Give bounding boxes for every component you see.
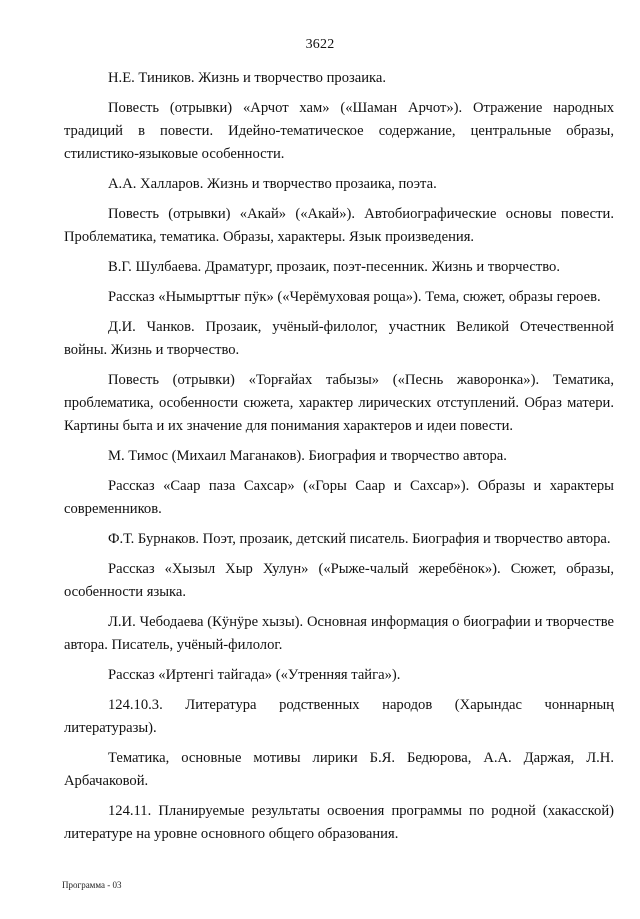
paragraph: Ф.Т. Бурнаков. Поэт, прозаик, детский писатель. Биография и творчество автора.: [108, 531, 611, 547]
footer-note: Программа - 03: [62, 880, 122, 890]
paragraph: Тематика, основные мотивы лирики Б.Я. Бедюрова, А.А. Даржая, Л.Н. Арбачаковой.: [64, 750, 614, 789]
paragraph: М. Тимос (Михаил Маганаков). Биография и творчество автора.: [108, 448, 507, 464]
paragraph: Рассказ «Иртенгі тайгада» («Утренняя тайга»).: [108, 667, 401, 683]
paragraph: А.А. Халларов. Жизнь и творчество прозаика, поэта.: [108, 176, 437, 192]
paragraph: Рассказ «Хызыл Хыр Хулун» («Рыже-чалый жеребёнок»). Сюжет, образы, особенности языка.: [64, 561, 614, 600]
paragraph: Повесть (отрывки) «Арчот хам» («Шаман Арчот»). Отражение народных традиций в повести. Идейно-тематическое содержание, центральные образы, стилистико-языковые особенности.: [64, 100, 614, 162]
paragraph: Повесть (отрывки) «Торғайах табызы» («Песнь жаворонка»). Тематика, проблематика, особенности сюжета, характер лирических отступлений. Образ матери. Картины быта и их значение для понимания характеров и идеи повести.: [64, 372, 614, 434]
page-body: [64, 67, 614, 853]
paragraph: Д.И. Чанков. Прозаик, учёный-филолог, участник Великой Отечественной войны. Жизнь и творчество.: [64, 319, 614, 358]
paragraph: 124.10.3. Литература родственных народов (Харындас чоннарның литературазы).: [64, 697, 614, 736]
paragraph: 124.11. Планируемые результаты освоения программы по родной (хакасской) литературе на уровне основного общего образования.: [64, 803, 614, 842]
paragraph: Повесть (отрывки) «Акай» («Акай»). Автобиографические основы повести. Проблематика, тематика. Образы, характеры. Язык произведения.: [64, 206, 614, 245]
paragraph: Рассказ «Нымырттығ пӱк» («Черёмуховая роща»). Тема, сюжет, образы героев.: [108, 289, 601, 305]
paragraph: Рассказ «Саар паза Сахсар» («Горы Саар и Сахсар»). Образы и характеры современников.: [64, 478, 614, 517]
page-number: 3622: [305, 37, 335, 52]
paragraph: Н.Е. Тиников. Жизнь и творчество прозаика.: [108, 70, 387, 86]
paragraph: Л.И. Чебодаева (Кӱнӱре хызы). Основная информация о биографии и творчестве автора. Писатель, учёный-филолог.: [64, 614, 614, 653]
paragraph: В.Г. Шулбаева. Драматург, прозаик, поэт-песенник. Жизнь и творчество.: [108, 259, 560, 275]
